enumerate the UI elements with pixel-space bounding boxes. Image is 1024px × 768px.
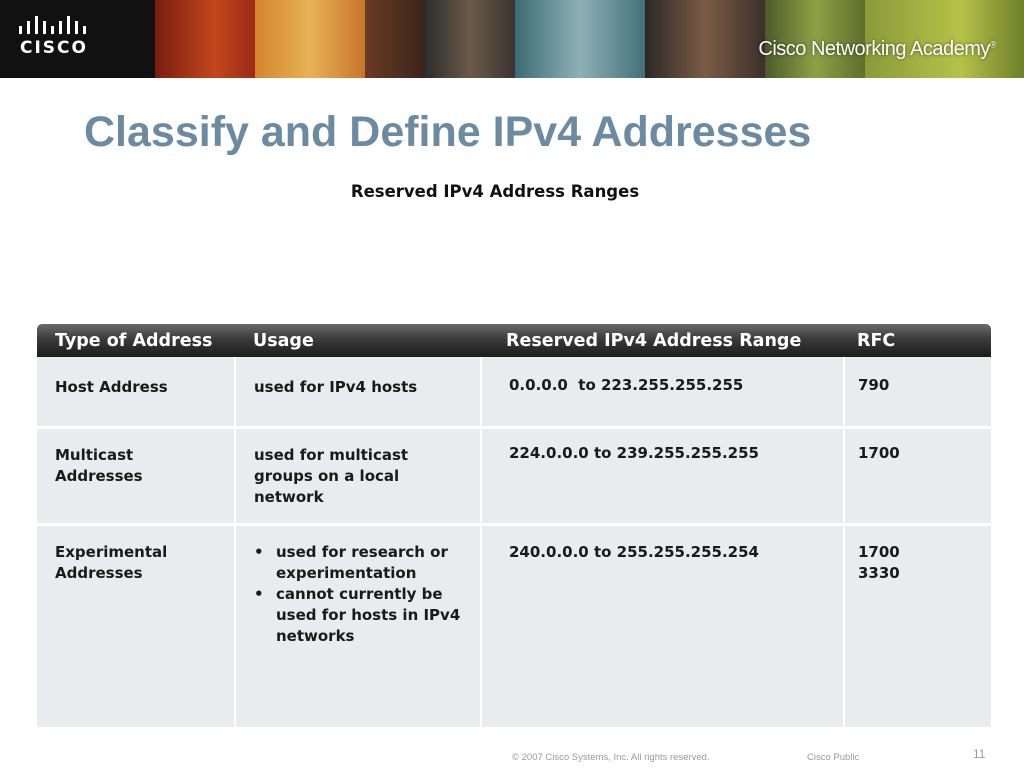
rfc-value: 3330 xyxy=(858,564,900,582)
photo-banner-image xyxy=(155,0,1024,78)
column-header: Reserved IPv4 Address Range xyxy=(481,324,844,357)
column-header: RFC xyxy=(844,324,991,357)
cisco-wordmark: CISCO xyxy=(20,38,88,58)
rfc-value: 790 xyxy=(858,376,890,394)
usage-bullet-list xyxy=(252,542,470,647)
table-row xyxy=(37,525,991,729)
page-number: 11 xyxy=(973,747,986,761)
footer-copyright: © 2007 Cisco Systems, Inc. All rights reserved. xyxy=(512,752,710,763)
cisco-logo xyxy=(0,0,155,78)
header-banner xyxy=(0,0,1024,78)
column-header: Type of Address xyxy=(37,324,235,357)
rfc-value: 1700 xyxy=(858,543,900,561)
usage-bullet: • cannot currently be used for hosts in IPv4 networks xyxy=(276,584,470,647)
usage-cell: used for multicast groups on a local network xyxy=(235,428,481,525)
page-title: Classify and Define IPv4 Addresses xyxy=(84,108,812,156)
range-cell: 240.0.0.0 to 255.255.255.254 xyxy=(481,525,844,729)
address-type-cell: Experimental Addresses xyxy=(37,525,235,729)
cisco-bars-icon xyxy=(18,16,94,36)
table-caption: Reserved IPv4 Address Ranges xyxy=(350,182,640,201)
address-type-cell: Multicast Addresses xyxy=(37,428,235,525)
rfc-cell xyxy=(844,428,991,525)
range-cell: 224.0.0.0 to 239.255.255.255 xyxy=(481,428,844,525)
usage-cell xyxy=(235,525,481,729)
rfc-cell xyxy=(844,357,991,428)
usage-bullet: • used for research or experimentation xyxy=(276,542,470,584)
networking-academy-logo: Cisco Networking Academy® xyxy=(758,38,996,60)
table-row xyxy=(37,428,991,525)
reserved-ipv4-table xyxy=(37,324,991,730)
rfc-cell xyxy=(844,525,991,729)
range-cell: 0.0.0.0 to 223.255.255.255 xyxy=(481,357,844,428)
column-header: Usage xyxy=(235,324,481,357)
table-row xyxy=(37,357,991,428)
footer-classification: Cisco Public xyxy=(807,752,860,763)
rfc-value: 1700 xyxy=(858,444,900,462)
usage-cell: used for IPv4 hosts xyxy=(235,357,481,428)
address-type-cell: Host Address xyxy=(37,357,235,428)
table-header-row xyxy=(37,324,991,357)
